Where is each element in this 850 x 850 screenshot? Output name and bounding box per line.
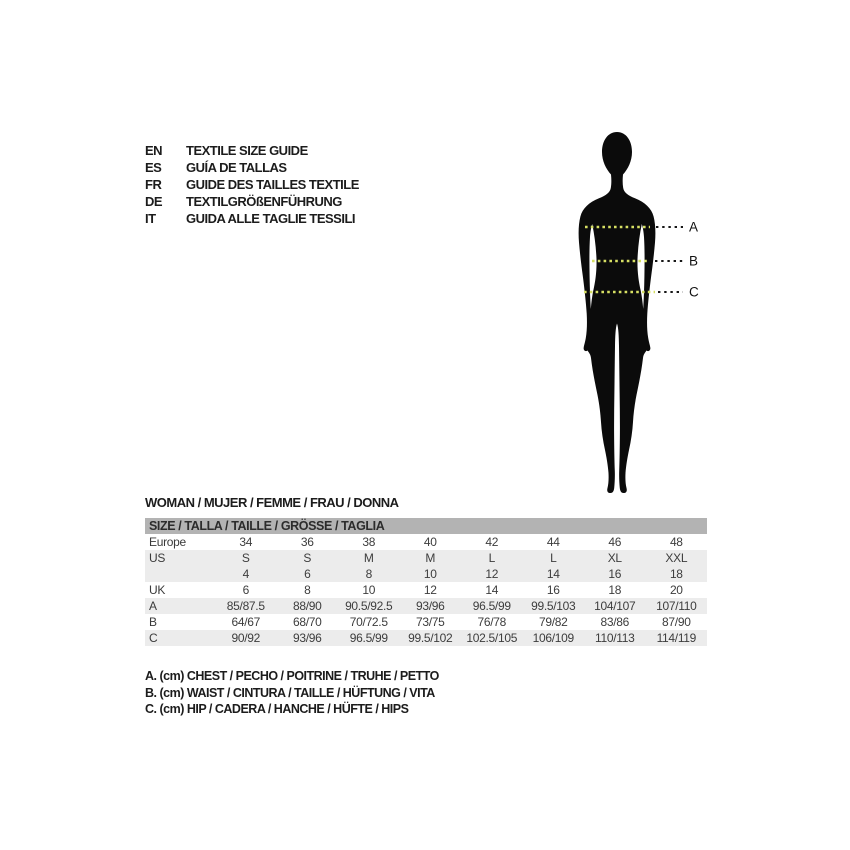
table-row-europe — [145, 534, 707, 550]
section-title-woman: WOMAN / MUJER / FEMME / FRAU / DONNA — [145, 495, 399, 510]
cell: 73/75 — [415, 615, 445, 629]
cell: 79/82 — [538, 615, 568, 629]
cell: 90.5/92.5 — [338, 598, 400, 614]
measurement-legend — [145, 668, 439, 718]
cell: 10 — [362, 583, 376, 597]
cell: 12 — [461, 566, 523, 582]
cell: 93/96 — [277, 630, 339, 646]
table-row-uk — [145, 582, 707, 598]
language-code: DE — [145, 194, 163, 209]
language-row-it — [145, 210, 359, 227]
table-row-us — [145, 550, 707, 566]
cell: 107/110 — [646, 598, 708, 614]
cell: 76/78 — [477, 615, 507, 629]
language-guide-list — [145, 142, 359, 227]
cell: 16 — [546, 583, 560, 597]
cell: 93/96 — [400, 598, 462, 614]
row-label: US — [145, 550, 215, 566]
cell: S — [215, 550, 277, 566]
cell: 83/86 — [600, 615, 630, 629]
row-label: C — [145, 630, 215, 646]
language-label: GUÍA DE TALLAS — [186, 160, 287, 175]
cell: 90/92 — [215, 630, 277, 646]
row-label — [145, 566, 215, 582]
cell: L — [461, 550, 523, 566]
measurement-figure — [549, 123, 731, 503]
cell: 34 — [239, 535, 253, 549]
cell: 106/109 — [523, 630, 585, 646]
language-code: FR — [145, 177, 162, 192]
language-label: TEXTILE SIZE GUIDE — [186, 143, 308, 158]
cell: 8 — [304, 583, 311, 597]
cell: 16 — [584, 566, 646, 582]
cell: M — [400, 550, 462, 566]
legend-line-waist: B. (cm) WAIST / CINTURA / TAILLE / HÜFTUNG / VITA — [145, 685, 435, 700]
cell: L — [523, 550, 585, 566]
cell: 102.5/105 — [461, 630, 523, 646]
row-label: B — [149, 615, 157, 629]
cell: 40 — [423, 535, 437, 549]
measure-label-c: C — [689, 284, 699, 300]
cell: 6 — [277, 566, 339, 582]
language-row-de — [145, 193, 359, 210]
table-row-chest-a — [145, 598, 707, 614]
cell: 85/87.5 — [215, 598, 277, 614]
cell: 87/90 — [662, 615, 691, 629]
legend-line-hip: C. (cm) HIP / CADERA / HANCHE / HÜFTE / HIPS — [145, 702, 409, 716]
language-code: ES — [145, 160, 162, 175]
language-row-fr — [145, 176, 359, 193]
cell: 8 — [338, 566, 400, 582]
cell: 68/70 — [292, 615, 322, 629]
cell: M — [338, 550, 400, 566]
size-table — [145, 518, 707, 646]
cell: 42 — [485, 535, 499, 549]
cell: 110/113 — [584, 630, 646, 646]
table-row-us-numeric — [145, 566, 707, 582]
cell: 14 — [523, 566, 585, 582]
cell: XXL — [646, 550, 708, 566]
table-row-waist-b — [145, 614, 707, 630]
measure-label-b: B — [689, 253, 699, 269]
measure-label-a: A — [689, 219, 699, 235]
row-label: A — [145, 598, 215, 614]
cell: 36 — [300, 535, 314, 549]
cell: XL — [584, 550, 646, 566]
cell: 64/67 — [231, 615, 261, 629]
cell: 18 — [608, 583, 622, 597]
cell: 104/107 — [584, 598, 646, 614]
cell: 96.5/99 — [461, 598, 523, 614]
cell: 4 — [215, 566, 277, 582]
size-table-header: SIZE / TALLA / TAILLE / GRÖSSE / TAGLIA — [145, 518, 707, 534]
cell: 18 — [646, 566, 708, 582]
cell: 20 — [669, 583, 683, 597]
cell: 38 — [362, 535, 376, 549]
language-label: TEXTILGRÖßENFÜHRUNG — [186, 194, 342, 209]
legend-line-chest: A. (cm) CHEST / PECHO / POITRINE / TRUHE / PETTO — [145, 669, 439, 683]
language-code: IT — [145, 211, 156, 226]
cell: 14 — [485, 583, 499, 597]
woman-silhouette — [579, 132, 656, 493]
cell: 10 — [400, 566, 462, 582]
cell: 6 — [242, 583, 249, 597]
woman-silhouette-graphic — [549, 123, 731, 503]
cell: 99.5/103 — [523, 598, 585, 614]
cell: 88/90 — [277, 598, 339, 614]
table-row-hip-c — [145, 630, 707, 646]
language-row-en — [145, 142, 359, 159]
cell: 99.5/102 — [400, 630, 462, 646]
cell: 44 — [546, 535, 560, 549]
cell: 12 — [423, 583, 437, 597]
language-row-es — [145, 159, 359, 176]
language-label: GUIDA ALLE TAGLIE TESSILI — [186, 211, 356, 226]
cell: 48 — [669, 535, 683, 549]
cell: S — [277, 550, 339, 566]
cell: 114/119 — [646, 630, 708, 646]
row-label: UK — [149, 583, 166, 597]
language-label: GUIDE DES TAILLES TEXTILE — [186, 177, 359, 192]
cell: 96.5/99 — [338, 630, 400, 646]
cell: 70/72.5 — [349, 615, 388, 629]
row-label: Europe — [149, 535, 186, 549]
language-code: EN — [145, 143, 163, 158]
cell: 46 — [608, 535, 622, 549]
size-table-header-row — [145, 518, 707, 534]
